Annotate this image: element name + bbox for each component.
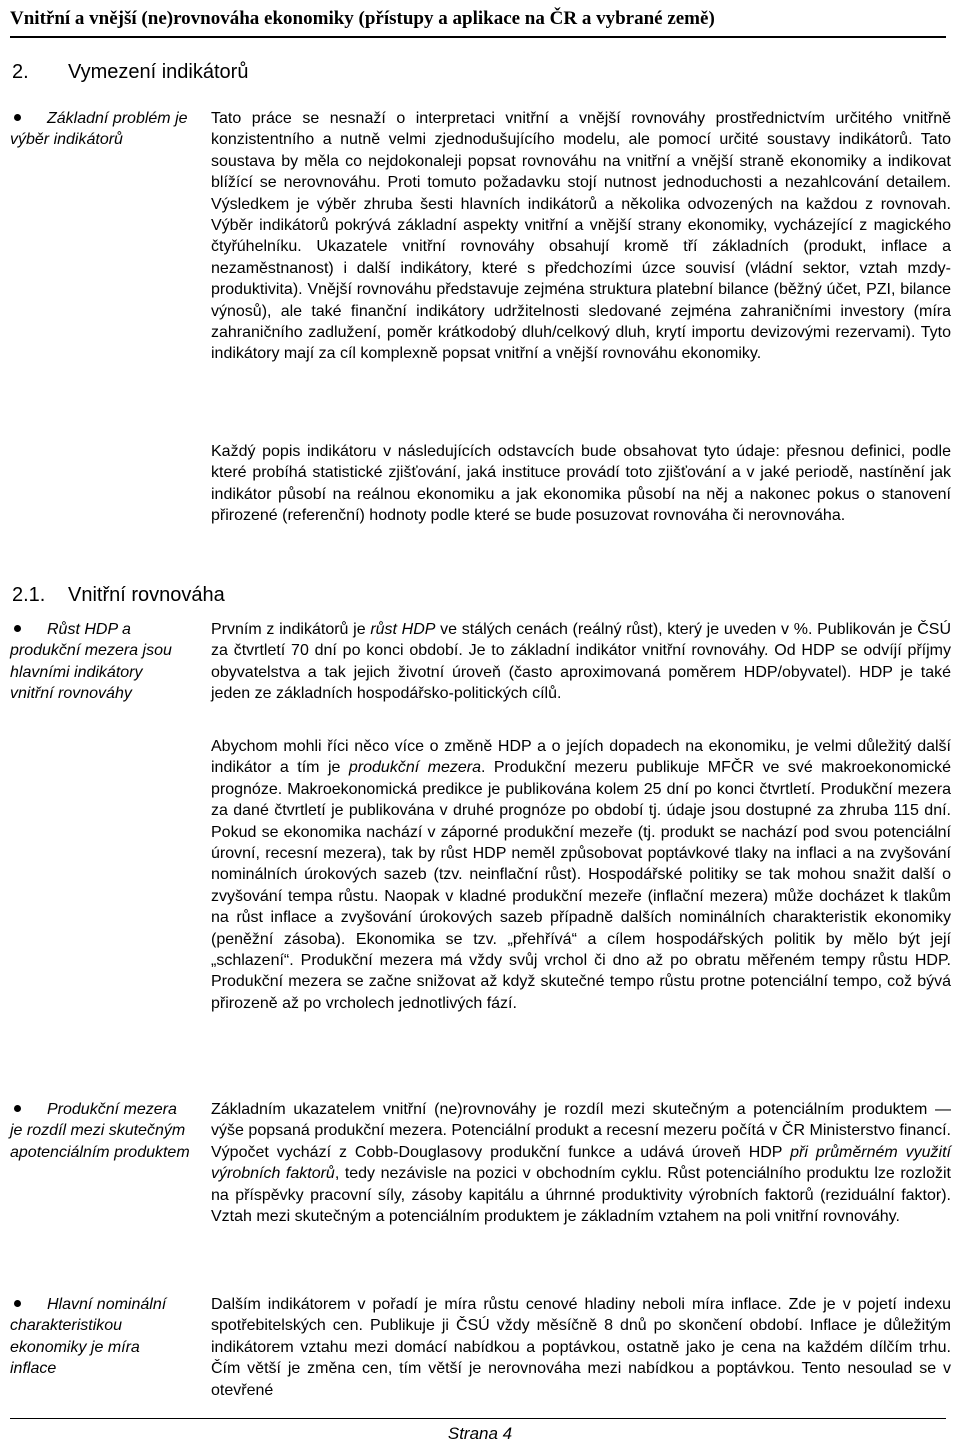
paragraph-intro: Tato práce se nesnaží o interpretaci vnitřní a vnější rovnováhy prostřednictvím určitého vnitřně konzistentního a nutně velmi zjednodušujícího modelu, ale pomocí určité soustavy indikátorů. Tato soustava by měla co nejdokonaleji popsat rovnováhu na vnitřní a vnější straně ekonomiky a indikovat blížící se nerovnováhu. Proti tomuto požadavku stojí nutnost jednoduchosti a nezahlcování detailem. Výsledkem je výběr zhruba šesti hlavních indikátorů a několika odvozených na každou z rovnovah. Výběr indikátorů pokrývá základní aspekty vnitřní a vnější strany ekonomiky, vycházející z magického čtyřúhelníku. Ukazatele vnitřní rovnováhy obsahují kromě tří základních (produkt, inflace a nezaměstnanost) i další indikátory, které s předchozími úzce souvisí (vládní sektor, vztah mzdy-produktivita). Vnější rovnováhu představuje zejména struktura platební bilance (běžný účet, PZI, bilance výnosů), ale také finanční indikátory udržitelnosti sledované zejména zahraničními investory (míra zahraničního zadlužení, poměr krátkodobý dluh/celkový dluh, krytí importu devizovými rezervami). Tyto indikátory mají za cíl komplexně popsat vnitřní a vnější rovnováhu ekonomiky. xyxy=(211,110,951,363)
sidenote-text: Růst HDP a produkční mezera jsou hlavními indikátory vnitřní rovnováhy xyxy=(10,621,172,703)
section-heading-2-1 xyxy=(12,581,225,609)
bullet-icon xyxy=(14,1105,21,1112)
sidenote-gdp-growth xyxy=(10,619,190,705)
emphasis-output-gap: produkční mezera xyxy=(348,759,481,777)
paragraph-potential-output xyxy=(211,1099,951,1227)
footer-divider xyxy=(10,1418,946,1419)
sidenote-indicator-choice xyxy=(10,108,190,151)
section-title: Vymezení indikátorů xyxy=(68,61,249,83)
emphasis-gdp-growth: růst HDP xyxy=(370,621,436,638)
bullet-icon xyxy=(14,625,21,632)
section-number: 2. xyxy=(12,61,29,83)
text-run: Základním ukazatelem vnitřní (ne)rovnováhy je rozdíl mezi skutečným a potenciálním produktem — výše popsaná produkční mezera. Potenciální produkt a recesní mezeru počítá v ČR Ministerstvo financí. Výpočet vychází z Cobb-Douglasovy produkční funkce a udává úroveň HDP xyxy=(211,1101,951,1161)
paragraph-output-gap xyxy=(211,736,951,1014)
section-title: Vnitřní rovnováha xyxy=(68,584,225,606)
text-run: Abychom mohli říci něco více o změně HDP a o jejích dopadech na ekonomiku, je velmi důležitý další indikátor a tím je xyxy=(211,738,951,777)
section-number: 2.1. xyxy=(12,584,46,606)
bullet-icon xyxy=(14,1300,21,1307)
emphasis-factor-utilization: při průměrném využití výrobních faktorů xyxy=(211,1143,952,1183)
text-run: , tedy nezávisle na pozici v obchodním cyklu. Růst potenciálního produktu lze rozložit na příspěvky pracovní síly, zásoby kapitálu a úhrnné produktivity výrobních faktorů (reziduální faktor). Vztah mezi skutečným a potenciálním produktem je základním vztahem na poli vnitřní rovnováhy. xyxy=(211,1165,951,1226)
paragraph-indicator-description: Každý popis indikátoru v následujících odstavcích bude obsahovat tyto údaje: přesnou definici, podle které probíhá statistické zjišťování, jaká instituce provádí toto zjišťování a v jaké periodě, nastínění jak indikátor působí na reálnou ekonomiku a jak ekonomika působí na něj a nakonec pokus o stanovení přirozené (referenční) hodnoty podle které se bude posuzovat rovnováha či nerovnováha. xyxy=(211,443,951,525)
paragraph-gdp-growth xyxy=(211,619,951,705)
page-number: Strana 4 xyxy=(447,1424,513,1443)
running-header: Vnitřní a vnější (ne)rovnováha ekonomiky (přístupy a aplikace na ČR a vybrané země) xyxy=(10,4,946,38)
section-heading-2 xyxy=(12,58,248,86)
bullet-icon xyxy=(14,114,21,121)
text-run: ve stálých cenách (reálný růst), který je uveden v %. Publikován je ČSÚ za čtvrtletí 70 dní po konci období. Je to základní indikátor vnitřní rovnováhy. Od HDP se odvíjí příjmy obyvatelstva a tak jejich životní úroveň (často aproximovaná poměrem HDP/obyvatel). HDP je také jeden ze základních hospodářsko-politických cílů. xyxy=(211,621,952,703)
sidenote-inflation xyxy=(10,1294,190,1380)
text-run: Prvním z indikátorů je xyxy=(211,621,371,638)
sidenote-text: Hlavní nominální charakteristikou ekonomiky je míra inflace xyxy=(10,1296,167,1378)
sidenote-text: Produkční mezera je rozdíl mezi skutečným apotenciálním produktem xyxy=(10,1101,190,1161)
paragraph-inflation: Dalším indikátorem v pořadí je míra růstu cenové hladiny neboli míra inflace. Zde je v pojetí indexu spotřebitelských cen. Publikuje ji ČSÚ vždy měsíčně 8 dnů po skončení období. Inflace je důležitým indikátorem vztahu mezi domácí nabídkou a poptávkou, ostatně jako je cena na každém dílčím trhu. Čím větší je změna cen, tím větší je nerovnováha mezi nabídkou a poptávkou. Tento nesoulad se v otevřené xyxy=(211,1296,951,1399)
sidenote-output-gap-definition xyxy=(10,1099,190,1163)
sidenote-text: Základní problém je výběr indikátorů xyxy=(10,110,188,149)
text-run: . Produkční mezeru publikuje MFČR ve své makroekonomické prognóze. Makroekonomická predikce je publikována kolem 25 dní po konci čtvrtletí. Produkční mezera za dané čtvrtletí je publikována v druhé prognóze po období tj. údaje jsou dostupné za zhruba 115 dní. Pokud se ekonomika nachází v záporné produkční mezeře (tj. produkt se nachází pod svou potenciální úrovní, recesní mezera), tak by růst HDP neměl způsobovat poptávkové tlaky na inflaci a na zvyšování nominálních úrokových sazeb (tzv. neinflační růst). Hospodářské politiky se tak mohou snažit další o zvyšování tempa růstu. Naopak v kladné produkční mezeře (inflační mezera) může docházet k tlakům na růst inflace a zvyšování úrokových sazeb případně dalších nominálních charakteristik ekonomiky (peněžní zásoba). Ekonomika se tzv. „přehřívá“ a cílem hospodářských politik by mělo být její „schlazení“. Produkční mezera má vždy svůj vrchol či dno až po obratu měřeném tempy růstu HDP. Produkční mezera se začne snižovat až když skutečné tempo růstu protne potenciální tempo, což bývá přirozeně až po vrcholech jednotlivých fází. xyxy=(211,759,952,1012)
